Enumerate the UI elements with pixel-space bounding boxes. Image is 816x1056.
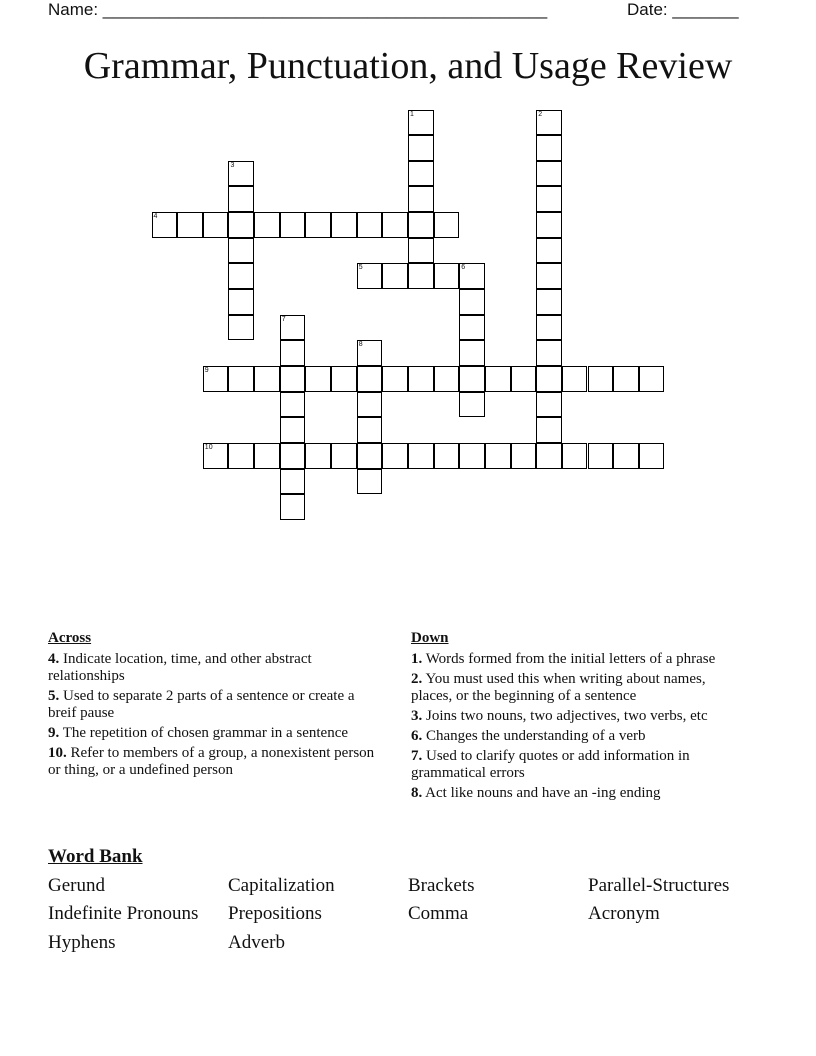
crossword-cell[interactable] [434,366,460,392]
word-bank-item: Prepositions [228,903,322,924]
crossword-cell[interactable] [536,263,562,289]
crossword-cell[interactable] [536,289,562,315]
crossword-cell[interactable] [305,366,331,392]
crossword-cell[interactable] [588,366,614,392]
crossword-cell[interactable] [357,469,383,495]
crossword-cell[interactable] [280,340,306,366]
clue-item-number: 5. [48,688,60,704]
clue-item-text: Act like nouns and have an -ing ending [422,785,661,801]
crossword-cell[interactable] [331,443,357,469]
crossword-cell[interactable] [203,443,229,469]
crossword-cell[interactable] [459,289,485,315]
crossword-cell[interactable] [280,392,306,418]
clue-item [411,708,741,725]
crossword-cell[interactable] [408,135,434,161]
word-bank-title: Word Bank [48,846,143,867]
crossword-cell[interactable] [280,366,306,392]
crossword-cell[interactable] [228,238,254,264]
crossword-cell[interactable] [459,366,485,392]
crossword-cell[interactable] [639,366,665,392]
clue-number: 9 [204,367,209,374]
crossword-cell[interactable] [562,443,588,469]
crossword-cell[interactable] [408,263,434,289]
crossword-cell[interactable] [203,366,229,392]
crossword-cell[interactable] [280,315,306,341]
clue-item [48,725,378,742]
crossword-cell[interactable] [459,392,485,418]
crossword-cell[interactable] [408,212,434,238]
clue-item [411,728,741,745]
crossword-cell[interactable] [485,366,511,392]
crossword-cell[interactable] [331,212,357,238]
crossword-cell[interactable] [459,263,485,289]
crossword-cell[interactable] [382,366,408,392]
crossword-cell[interactable] [280,417,306,443]
crossword-cell[interactable] [536,417,562,443]
clue-item [48,651,378,685]
word-bank-item: Adverb [228,932,285,953]
clue-item-text: Used to clarify quotes or add information in grammatical errors [411,748,690,781]
clue-item [411,671,741,705]
clue-number: 5 [358,264,363,272]
crossword-cell[interactable] [331,366,357,392]
word-bank-item: Brackets [408,875,475,896]
date-line: Date: _______ [627,0,739,19]
clue-item-text: Words formed from the initial letters of a phrase [422,651,716,667]
crossword-cell[interactable] [280,494,306,520]
crossword-cell[interactable] [228,161,254,187]
clue-item-text: Refer to members of a group, a nonexistent person or thing, or a undefined person [48,745,375,778]
crossword-cell[interactable] [536,366,562,392]
crossword-cell[interactable] [434,263,460,289]
down-heading: Down [411,630,449,646]
clue-item-number: 9. [48,725,60,741]
clue-item-number: 6. [411,728,423,744]
word-bank-item: Acronym [588,903,660,924]
clue-item-number: 4. [48,651,60,667]
crossword-cell[interactable] [536,238,562,264]
crossword-cell[interactable] [228,443,254,469]
clue-item-text: The repetition of chosen grammar in a sentence [59,725,349,741]
crossword-cell[interactable] [228,212,254,238]
crossword-cell[interactable] [228,315,254,341]
crossword-cell[interactable] [536,443,562,469]
crossword-cell[interactable] [408,186,434,212]
clue-item-text: Used to separate 2 parts of a sentence or create a breif pause [48,688,355,721]
crossword-cell[interactable] [434,443,460,469]
clue-item-number: 8. [411,785,423,801]
crossword-cell[interactable] [203,212,229,238]
clue-number: 10 [204,443,213,451]
crossword-cell[interactable] [357,340,383,366]
clue-number: 6 [461,264,466,272]
crossword-cell[interactable] [511,443,537,469]
clue-number: 7 [281,315,286,323]
crossword-cell[interactable] [459,340,485,366]
crossword-cell[interactable] [639,443,665,469]
clue-item-number: 7. [411,748,423,764]
crossword-cell[interactable] [408,110,434,136]
crossword-cell[interactable] [536,392,562,418]
clue-item [48,688,378,722]
crossword-cell[interactable] [459,315,485,341]
word-bank-item: Comma [408,903,469,924]
crossword-cell[interactable] [408,238,434,264]
crossword-cell[interactable] [588,443,614,469]
crossword-cell[interactable] [357,392,383,418]
crossword-cell[interactable] [408,161,434,187]
crossword-cell[interactable] [228,366,254,392]
crossword-cell[interactable] [357,366,383,392]
across-heading: Across [48,630,92,646]
crossword-cell[interactable] [305,212,331,238]
clue-item-text: Joins two nouns, two adjectives, two verbs, etc [422,708,708,724]
crossword-cell[interactable] [280,469,306,495]
crossword-cell[interactable] [382,263,408,289]
crossword-cell[interactable] [536,161,562,187]
clue-item-text: You must used this when writing about names, places, or the beginning of a sentence [411,671,706,704]
word-bank-item: Parallel-Structures [588,875,730,896]
crossword-cell[interactable] [536,135,562,161]
crossword-cell[interactable] [536,110,562,136]
down-clues [411,630,741,805]
crossword-cell[interactable] [536,212,562,238]
crossword-cell[interactable] [434,212,460,238]
word-bank-item: Indefinite Pronouns [48,903,199,924]
crossword-cell[interactable] [408,366,434,392]
clue-item-number: 2. [411,671,423,687]
crossword-cell[interactable] [382,212,408,238]
name-line: Name: _______________________________________________ [48,0,548,19]
crossword-cell[interactable] [254,212,280,238]
crossword-cell[interactable] [357,443,383,469]
crossword-cell[interactable] [562,366,588,392]
crossword-cell[interactable] [536,340,562,366]
clue-number: 2 [538,110,543,118]
crossword-cell[interactable] [280,212,306,238]
crossword-cell[interactable] [228,263,254,289]
clue-item-text: Indicate location, time, and other abstract relationships [48,651,312,684]
crossword-cell[interactable] [511,366,537,392]
crossword-cell[interactable] [382,443,408,469]
word-bank-item: Gerund [48,875,105,896]
crossword-cell[interactable] [357,263,383,289]
clue-item-number: 1. [411,651,423,667]
crossword-cell[interactable] [459,443,485,469]
crossword-cell[interactable] [305,443,331,469]
crossword-cell[interactable] [254,366,280,392]
crossword-cell[interactable] [177,212,203,238]
clue-item-text: Changes the understanding of a verb [422,728,646,744]
clue-number: 1 [410,110,414,118]
crossword-cell[interactable] [357,212,383,238]
clue-item [48,745,378,779]
crossword-cell[interactable] [280,443,306,469]
crossword-cell[interactable] [536,315,562,341]
crossword-cell[interactable] [485,443,511,469]
clue-number: 3 [230,161,235,169]
crossword-cell[interactable] [408,443,434,469]
crossword-cell[interactable] [228,186,254,212]
crossword-cell[interactable] [228,289,254,315]
across-clues [48,630,378,782]
word-bank-item: Hyphens [48,932,116,953]
clue-item-number: 3. [411,708,423,724]
page-title: Grammar, Punctuation, and Usage Review [83,45,733,87]
clue-item [411,651,741,668]
crossword-cell[interactable] [613,443,639,469]
clue-item [411,785,741,802]
clue-item-number: 10. [48,745,67,761]
clue-item [411,748,741,782]
clue-number: 8 [358,341,363,349]
word-bank-item: Capitalization [228,875,335,896]
crossword-cell[interactable] [254,443,280,469]
crossword-cell[interactable] [536,186,562,212]
crossword-cell[interactable] [152,212,178,238]
crossword-cell[interactable] [357,417,383,443]
clue-number: 4 [153,213,158,221]
crossword-cell[interactable] [613,366,639,392]
